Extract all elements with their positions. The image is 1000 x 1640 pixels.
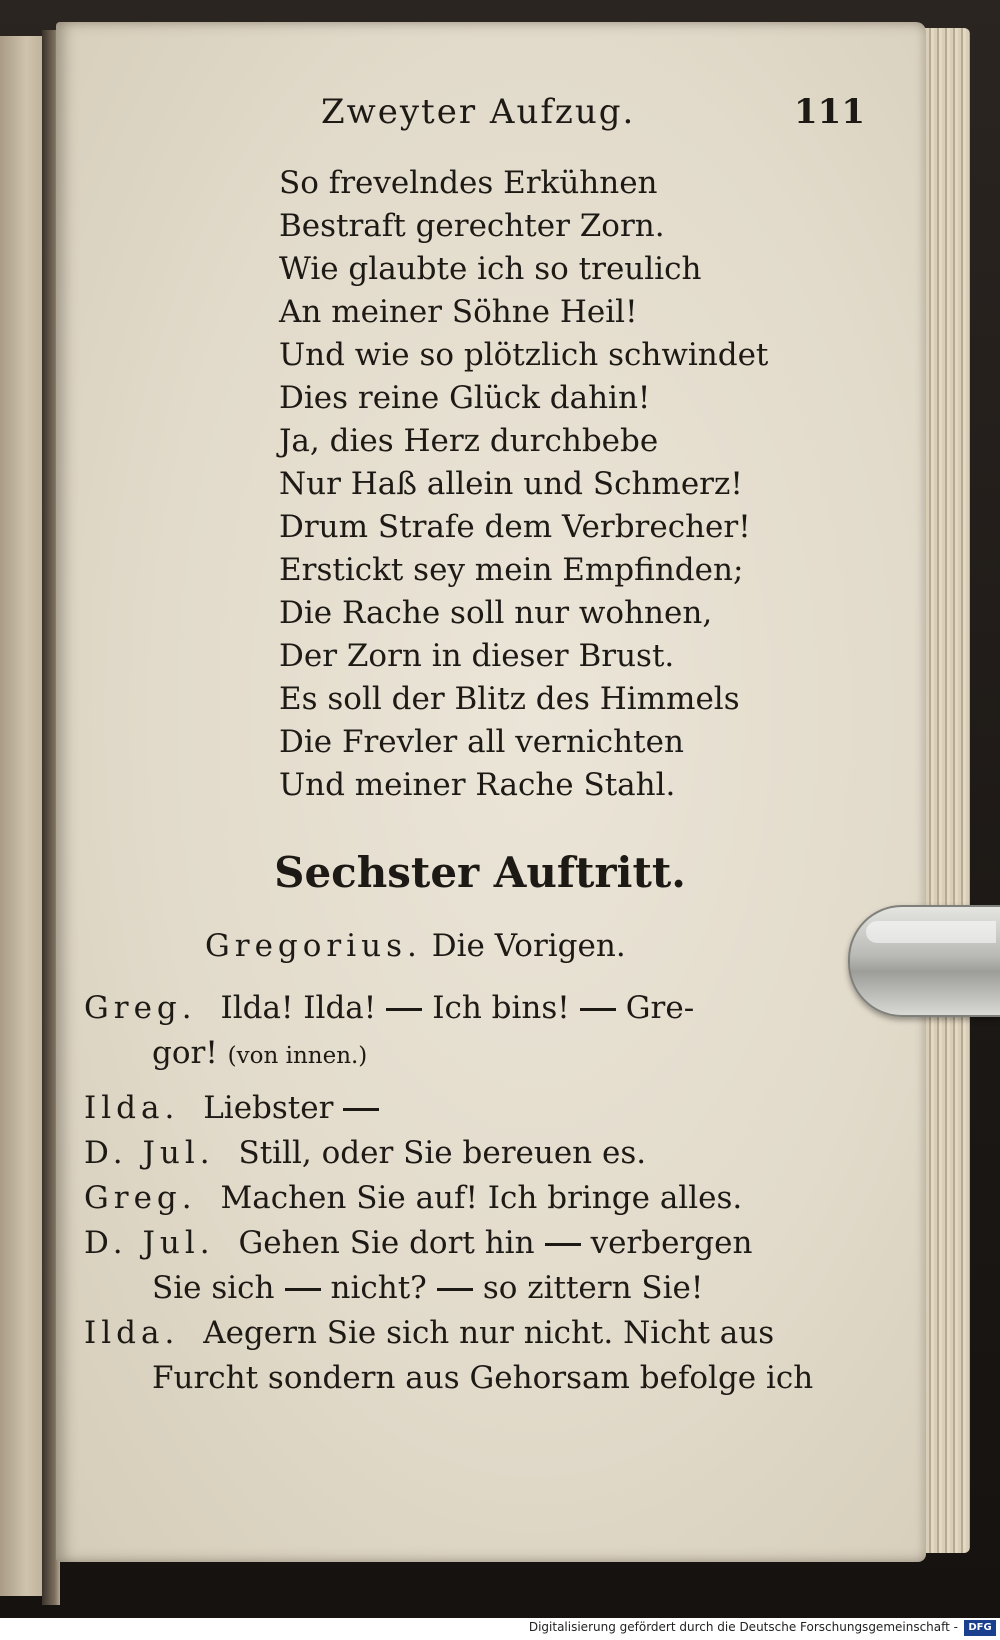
verse-line: Nur Haß allein und Schmerz!	[279, 466, 743, 502]
dialogue-line	[84, 1090, 389, 1126]
dfg-logo: DFG	[964, 1620, 996, 1636]
verse-line: Ja, dies Herz durchbebe	[279, 423, 659, 459]
dialogue-text: Sie sich	[152, 1270, 275, 1306]
verse-line: Bestraft gerechter Zorn.	[279, 208, 665, 244]
running-head: Zweyter Aufzug.	[321, 92, 636, 132]
verse-line: Erstickt sey mein Empfinden;	[279, 552, 744, 588]
dash-rule	[386, 1008, 422, 1011]
dialogue-text: Furcht sondern aus Gehorsam befolge ich	[152, 1360, 814, 1396]
verse-line: Drum Strafe dem Verbrecher!	[279, 509, 751, 545]
speaker-name: Ilda.	[84, 1090, 180, 1126]
speaker-name: Greg.	[84, 990, 197, 1026]
speaker-name: Greg.	[84, 1180, 197, 1216]
dialogue-text: nicht?	[330, 1270, 427, 1306]
dialogue-text: Ilda! Ilda!	[220, 990, 377, 1026]
cast-character: Gregorius.	[205, 928, 422, 964]
dialogue-line	[84, 1135, 646, 1171]
speaker-name: D. Jul.	[84, 1225, 215, 1261]
digitization-credit: Digitalisierung gefördert durch die Deutsche Forschungsgemeinschaft -	[528, 1620, 958, 1634]
dialogue-text: verbergen	[590, 1225, 753, 1261]
dash-rule	[437, 1288, 473, 1291]
dialogue-line	[84, 1180, 742, 1216]
verse-line: Wie glaubte ich so treulich	[279, 251, 702, 287]
speaker-name: Ilda.	[84, 1315, 180, 1351]
verse-line: Die Frevler all vernichten	[279, 724, 684, 760]
dialogue-text: Machen Sie auf! Ich bringe alles.	[220, 1180, 743, 1216]
dash-rule	[285, 1288, 321, 1291]
stage-direction: (von innen.)	[227, 1043, 368, 1069]
dialogue-line	[152, 1360, 813, 1396]
dialogue-text: so zittern Sie!	[482, 1270, 704, 1306]
verse-line: So frevelndes Erkühnen	[279, 165, 658, 201]
cast-list	[205, 928, 626, 964]
dialogue-line	[84, 990, 694, 1026]
dialogue-line	[84, 1225, 752, 1261]
verse-line: Und meiner Rache Stahl.	[279, 767, 676, 803]
verse-line: Die Rache soll nur wohnen,	[279, 595, 713, 631]
verse-line: An meiner Söhne Heil!	[279, 294, 638, 330]
dash-rule	[343, 1108, 379, 1111]
dialogue-text: gor!	[152, 1035, 218, 1071]
page-number: 111	[794, 92, 865, 132]
cast-others: Die Vorigen.	[431, 928, 626, 964]
dialogue-line	[84, 1315, 774, 1351]
dash-rule	[545, 1243, 581, 1246]
dialogue-text: Gre-	[625, 990, 695, 1026]
verse-line: Es soll der Blitz des Himmels	[279, 681, 740, 717]
dialogue-text: Gehen Sie dort hin	[238, 1225, 535, 1261]
verse-block	[279, 162, 768, 807]
dash-rule	[580, 1008, 616, 1011]
scene-heading	[0, 848, 1000, 897]
verse-line: Dies reine Glück dahin!	[279, 380, 651, 416]
verse-line: Und wie so plötzlich schwindet	[279, 337, 769, 373]
speaker-name: D. Jul.	[84, 1135, 215, 1171]
page-clamp	[848, 905, 1000, 1017]
dialogue-text: Ich bins!	[432, 990, 570, 1026]
dialogue-text: Liebster	[203, 1090, 334, 1126]
dialogue-line	[152, 1035, 367, 1071]
dialogue-line	[152, 1270, 703, 1306]
verse-line: Der Zorn in dieser Brust.	[279, 638, 675, 674]
dialogue-text: Still, oder Sie bereuen es.	[238, 1135, 647, 1171]
previous-page-edge	[0, 36, 46, 1596]
scene-title: Sechster Auftritt.	[274, 848, 686, 897]
dialogue-text: Aegern Sie sich nur nicht. Nicht aus	[203, 1315, 775, 1351]
